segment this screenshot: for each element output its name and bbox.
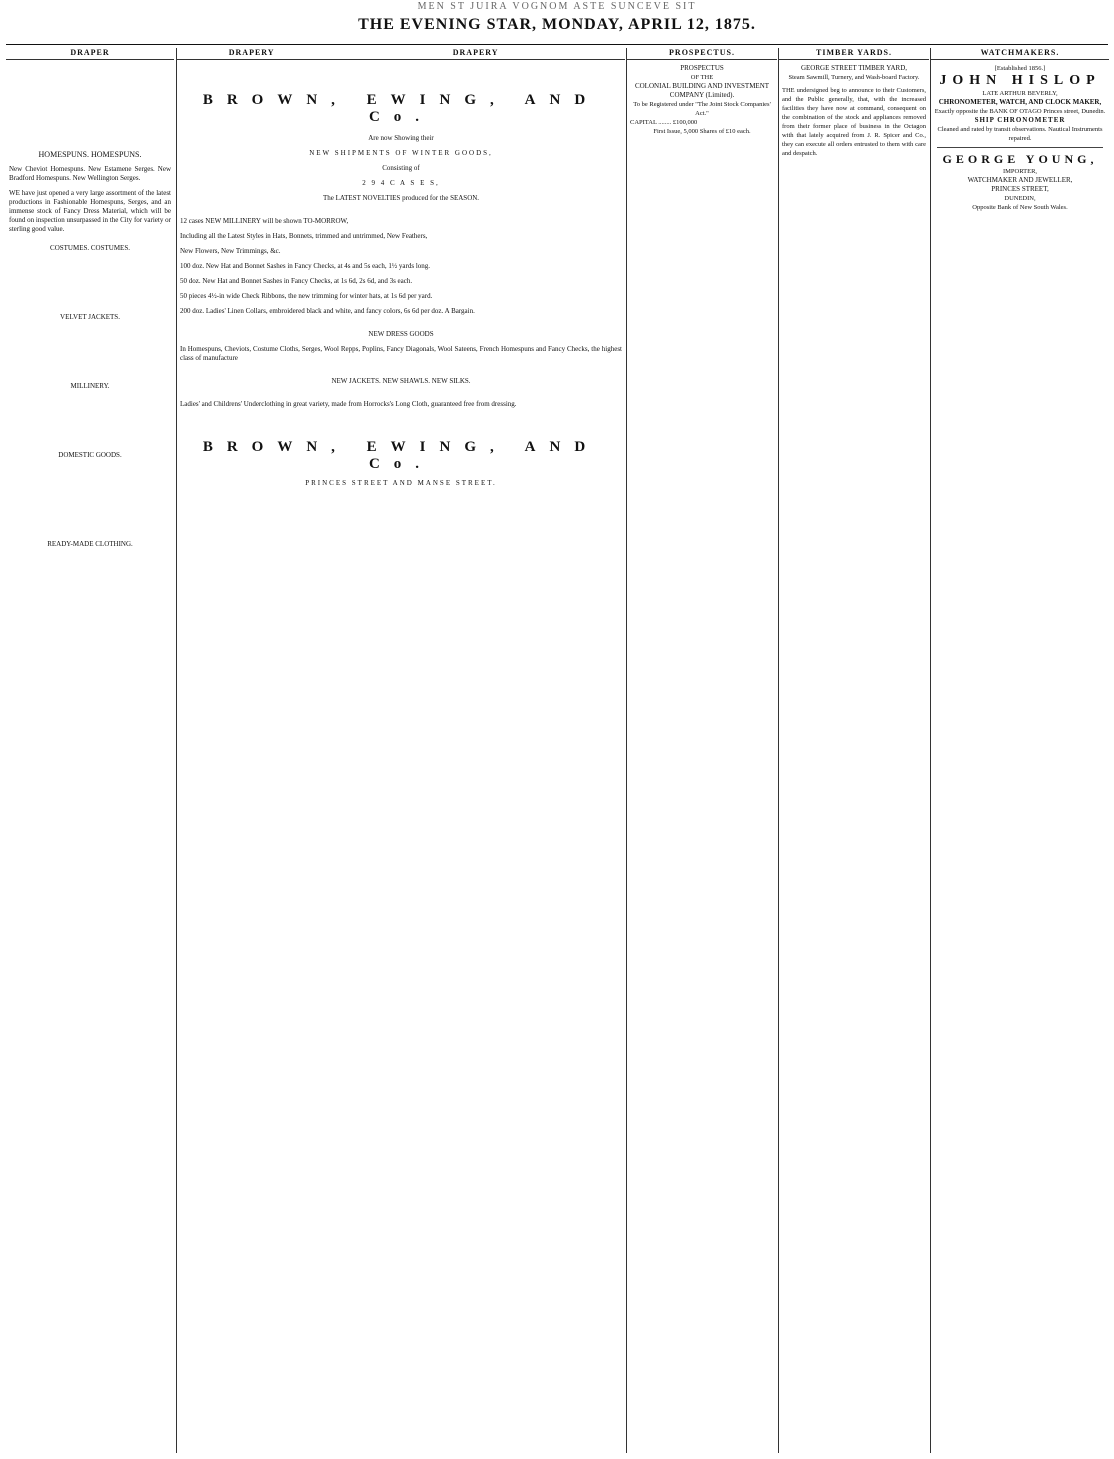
column-4-heading: PROSPECTUS. — [627, 48, 777, 60]
millinery-heading: MILLINERY. — [70, 382, 110, 390]
timber-yard-text: THE undersigned beg to announce to their Customers, and the Public generally, that, with the increased facilities they have now at command, consequent on the combination of the stock and appliances removed from their former place of business in the Octagon with that lately acquired from J. R. Spicer and Co., they can execute all orders entrusted to them with care and despatch. — [782, 87, 926, 157]
hislop-late: LATE ARTHUR BEVERLY, — [982, 90, 1058, 97]
masthead-garbled-line: MEN ST JUIRA VOGNOM ASTE SUNCEVE SIT — [417, 1, 697, 12]
ad-line7: 200 doz. Ladies' Linen Collars, embroidered black and white, and fancy colors, 6s 6d per doz. A Bargain. — [180, 307, 475, 315]
prospectus-company: COLONIAL BUILDING AND INVESTMENT COMPANY (Limited). — [634, 82, 770, 99]
homespuns-line: New Cheviot Homespuns. New Estamene Serges. New Bradford Homespuns. New Wellington Serges. — [9, 165, 171, 182]
jackets-line: NEW JACKETS. NEW SHAWLS. NEW SILKS. — [331, 377, 471, 385]
young-street: PRINCES STREET, — [991, 185, 1049, 193]
young-city: DUNEDIN, — [1004, 195, 1036, 202]
costumes-heading: COSTUMES. COSTUMES. — [50, 244, 130, 252]
prospectus-title: PROSPECTUS — [680, 64, 724, 72]
ad-line6: 50 pieces 4½-in wide Check Ribbons, the new trimming for winter hats, at 1s 6d per yard. — [180, 292, 433, 300]
prospectus-capital: CAPITAL ........ £100,000 — [630, 119, 698, 126]
ad-sub2: NEW SHIPMENTS OF WINTER GOODS, — [309, 149, 493, 157]
brown-ewing-headline: BROWN, EWING, AND Co. — [202, 92, 600, 125]
ad-sub5: The LATEST NOVELTIES produced for the SEASON. — [322, 194, 480, 202]
prospectus-registered: To be Registered under "The Joint Stock Companies' Act." — [633, 101, 771, 117]
readymade-heading: READY-MADE CLOTHING. — [47, 540, 133, 548]
brown-ewing-address: PRINCES STREET AND MANSE STREET. — [305, 479, 497, 487]
ad-line4: 100 doz. New Hat and Bonnet Sashes in Fancy Checks, at 4s and 5s each, 1½ yards long. — [180, 262, 431, 270]
prospectus-of-the: OF THE — [690, 74, 714, 81]
column-4 — [626, 48, 777, 1453]
ad-line3: New Flowers, New Trimmings, &c. — [180, 247, 281, 255]
underclothing-line: Ladies' and Childrens' Underclothing in great variety, made from Horrocks's Long Cloth, guaranteed free from dressing. — [180, 400, 517, 408]
young-importer: IMPORTER, — [1002, 168, 1038, 175]
hislop-name: JOHN HISLOP — [939, 73, 1101, 88]
homespuns-paragraph: WE have just opened a very large assortment of the latest productions in Fashionable Homespuns, Serges, and an immense stock of Fancy Dress Material, which will be found on inspection unsurpassed in the City for variety or sterling good value. — [9, 189, 171, 233]
prospectus-issue: First Issue, 5,000 Shares of £10 each. — [653, 128, 751, 135]
masthead-title: THE EVENING STAR, MONDAY, APRIL 12, 1875. — [358, 16, 756, 33]
column-6-heading: WATCHMAKERS. — [931, 48, 1109, 60]
timber-yard-sub: Steam Sawmill, Turnery, and Wash-board Factory. — [788, 74, 920, 81]
timber-yard-title: GEORGE STREET TIMBER YARD, — [800, 64, 908, 72]
ad-sub4: 2 9 4 C A S E S, — [362, 179, 440, 187]
hislop-trade: CHRONOMETER, WATCH, AND CLOCK MAKER, — [938, 98, 1102, 106]
velvet-heading: VELVET JACKETS. — [60, 313, 120, 321]
divider — [937, 147, 1103, 148]
brown-ewing-footer: BROWN, EWING, AND Co. — [202, 439, 600, 472]
dress-goods-heading: NEW DRESS GOODS — [368, 330, 434, 338]
homespuns-heading: HOMESPUNS. HOMESPUNS. — [38, 150, 142, 159]
ad-sub: Are now Showing their — [368, 134, 434, 142]
column-5-heading: TIMBER YARDS. — [779, 48, 929, 60]
column-2-3 — [176, 48, 625, 1453]
masthead — [0, 0, 1114, 42]
domestic-heading: DOMESTIC GOODS. — [58, 451, 122, 459]
column-2-heading: DRAPERY — [177, 48, 326, 60]
dress-goods-text: In Homespuns, Cheviots, Costume Cloths, Serges, Wool Repps, Poplins, Fancy Diagonals, Wool Sateens, French Homespuns and Fancy Checks, the highest class of manufacture — [180, 345, 622, 362]
hislop-ship: SHIP CHRONOMETER — [974, 116, 1066, 124]
column-6 — [930, 48, 1109, 1453]
young-name: GEORGE YOUNG, — [942, 152, 1098, 166]
column-1-heading: DRAPER — [6, 48, 174, 60]
ad-line2: Including all the Latest Styles in Hats, Bonnets, trimmed and untrimmed, New Feathers, — [180, 232, 428, 240]
ad-line1: 12 cases NEW MILLINERY will be shown TO-MORROW, — [180, 217, 349, 225]
column-1 — [6, 48, 174, 1453]
ad-sub3: Consisting of — [382, 164, 420, 172]
young-opp: Opposite Bank of New South Wales. — [972, 204, 1068, 211]
hislop-established: [Established 1856.] — [994, 65, 1046, 72]
masthead-rule — [6, 44, 1108, 45]
column-3-heading: DRAPERY — [326, 48, 625, 60]
young-watchmaker: WATCHMAKER AND JEWELLER, — [967, 176, 1073, 184]
column-5 — [778, 48, 929, 1453]
hislop-ship-text: Cleaned and rated by transit observations. Nautical Instruments repaired. — [937, 126, 1103, 142]
hislop-location: Exactly opposite the BANK OF OTAGO Princes street, Dunedin. — [934, 108, 1106, 115]
ad-line5: 50 doz. New Hat and Bonnet Sashes in Fancy Checks, at 1s 6d, 2s 6d, and 3s each. — [180, 277, 413, 285]
